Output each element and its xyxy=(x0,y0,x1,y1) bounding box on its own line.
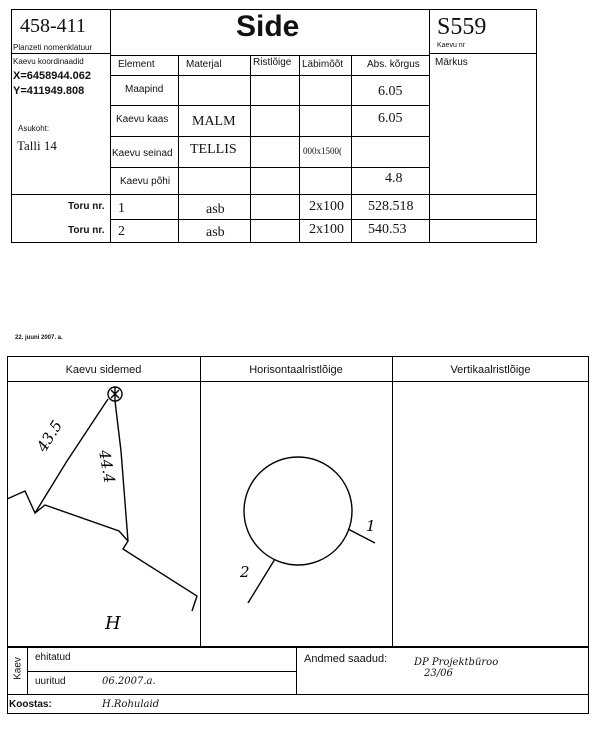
pipe-line-2 xyxy=(248,559,275,603)
row-element: Kaevu põhi xyxy=(120,176,171,187)
coords-label: Kaevu koordinaadid xyxy=(13,57,84,66)
th-section: Ristlõige xyxy=(253,57,292,68)
th-element: Element xyxy=(118,59,155,70)
sketch-dim2: 44.4 xyxy=(95,448,119,485)
built-label: ehitatud xyxy=(35,652,71,663)
pipe-height: 528.518 xyxy=(368,199,414,214)
row-diameter: 000x1500( xyxy=(303,146,342,156)
location-value: Talli 14 xyxy=(17,138,57,153)
pipe-material: asb xyxy=(206,225,225,240)
row-element: Kaevu kaas xyxy=(116,114,169,125)
data-from-value: DP Projektbüroo xyxy=(414,657,499,668)
coord-y: Y=411949.808 xyxy=(13,85,85,97)
footer-box xyxy=(7,647,589,714)
data-from-date: 23/06 xyxy=(424,668,453,679)
row-height: 4.8 xyxy=(385,171,403,186)
data-from-label: Andmed saadud: xyxy=(304,653,388,665)
panel-links-title: Kaevu sidemed xyxy=(65,364,142,376)
pipe-nr: 1 xyxy=(118,201,125,216)
location-label: Asukoht: xyxy=(18,124,50,133)
pipe-height: 540.53 xyxy=(368,222,407,237)
compiler-value: H.Rohulaid xyxy=(102,699,160,710)
well-number: S559 xyxy=(437,14,487,40)
page-title: Side xyxy=(236,10,300,43)
row-element: Kaevu seinad xyxy=(112,148,173,159)
th-remarks: Märkus xyxy=(435,57,468,68)
row-material: TELLIS xyxy=(190,142,237,157)
map-code-label: Planzeti nomenklatuur xyxy=(13,43,93,52)
th-diameter: Läbimõõt xyxy=(302,59,344,70)
pipe-label: Toru nr. xyxy=(68,225,105,236)
well-number-label: Kaevu nr xyxy=(437,42,466,49)
pipe-material: asb xyxy=(206,202,225,217)
row-height: 6.05 xyxy=(378,111,403,126)
th-material: Materjal xyxy=(186,59,222,70)
well-circle xyxy=(244,457,352,565)
surveyed-value: 06.2007.a. xyxy=(102,676,156,687)
building-outline xyxy=(7,491,197,611)
row-material: MALM xyxy=(192,114,236,129)
sketch-pipe2: 2 xyxy=(240,563,250,581)
coord-x: X=6458944.062 xyxy=(13,70,91,82)
row-element: Maapind xyxy=(125,84,164,95)
map-code: 458-411 xyxy=(20,15,86,37)
row-height: 6.05 xyxy=(378,84,403,99)
sketch-house: H xyxy=(105,613,121,634)
horizontal-sketch xyxy=(200,381,392,647)
pipe-label: Toru nr. xyxy=(68,201,105,212)
sketch-pipe1: 1 xyxy=(366,517,376,535)
pipe-diameter: 2x100 xyxy=(309,222,344,237)
sketch-dim1: 43.5 xyxy=(33,417,67,456)
kaev-label: Kaev xyxy=(12,657,24,680)
panel-vertical-title: Vertikaalristlõige xyxy=(450,364,531,376)
surveyed-label: uuritud xyxy=(35,676,66,687)
panel-horizontal-title: Horisontaalristlõige xyxy=(249,364,343,376)
date-note: 22. juuni 2007. a. xyxy=(15,335,63,341)
compiler-label: Koostas: xyxy=(9,699,52,710)
links-sketch xyxy=(7,381,200,647)
th-height: Abs. kõrgus xyxy=(367,59,420,70)
pipe-diameter: 2x100 xyxy=(309,199,344,214)
pipe-nr: 2 xyxy=(118,224,125,239)
